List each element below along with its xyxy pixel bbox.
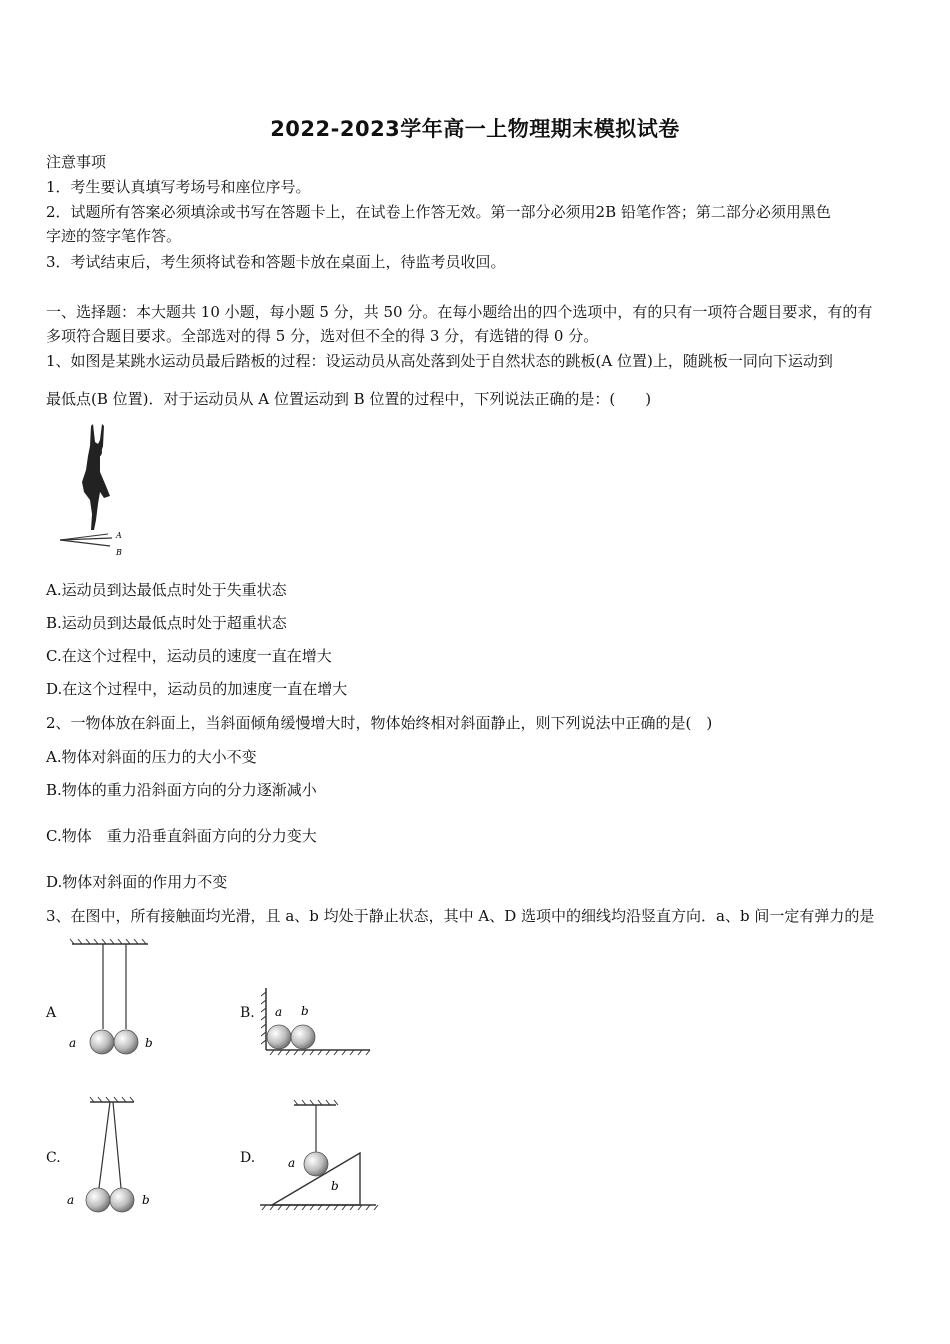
question-2-stem: 2、一物体放在斜面上，当斜面倾角缓慢增大时，物体始终相对斜面静止，则下列说法中正确的是( ) bbox=[46, 714, 713, 732]
q3-option-d-label: D. bbox=[240, 1150, 256, 1166]
notice-heading: 注意事项 bbox=[46, 153, 107, 171]
exam-title: 2022-2023学年高一上物理期末模拟试卷 bbox=[270, 117, 680, 141]
question-3-stem: 3、在图中，所有接触面均光滑，且 a、b 均处于静止状态，其中 A、D 选项中的细线均沿竖直方向．a、b 间一定有弹力的是 bbox=[46, 907, 875, 925]
figure-b-balls-in-corner bbox=[256, 980, 376, 1060]
q2-option-d: D.物体对斜面的作用力不变 bbox=[46, 873, 228, 891]
notice-item: 2．试题所有答案必须填涂或书写在答题卡上，在试卷上作答无效。第一部分必须用2B 铅笔作答；第二部分必须用黑色 bbox=[46, 203, 831, 221]
wedge-b-label: b bbox=[331, 1179, 339, 1193]
ball-b-label: b bbox=[301, 1004, 309, 1018]
figure-d-ball-on-wedge bbox=[256, 1097, 381, 1217]
q2-option-b: B.物体的重力沿斜面方向的分力逐渐减小 bbox=[46, 781, 317, 799]
figure-c-converging-pendulums bbox=[60, 1094, 160, 1219]
q1-option-a: A.运动员到达最低点时处于失重状态 bbox=[46, 581, 287, 599]
section-instructions: 一、选择题：本大题共 10 小题，每小题 5 分，共 50 分。在每小题给出的四个选项中，有的只有一项符合题目要求，有的有 bbox=[46, 303, 873, 321]
figure-a-pendulum-pair bbox=[60, 938, 160, 1058]
question-1-stem: 最低点(B 位置)．对于运动员从 A 位置运动到 B 位置的过程中，下列说法正确的是：( ) bbox=[46, 390, 652, 408]
label-b: B bbox=[116, 548, 122, 557]
q1-option-b: B.运动员到达最低点时处于超重状态 bbox=[46, 614, 287, 632]
ball-b-label: b bbox=[142, 1193, 150, 1207]
ball-a-label: a bbox=[67, 1193, 75, 1207]
ball-a-label: a bbox=[288, 1156, 296, 1170]
q3-option-c-label: C. bbox=[46, 1150, 61, 1166]
ball-a-label: a bbox=[69, 1036, 77, 1050]
notice-item: 1．考生要认真填写考场号和座位序号。 bbox=[46, 178, 311, 196]
ball-b-label: b bbox=[145, 1036, 153, 1050]
q3-option-a-label: A bbox=[46, 1005, 57, 1021]
q1-option-c: C.在这个过程中，运动员的速度一直在增大 bbox=[46, 647, 332, 665]
q1-option-d: D.在这个过程中，运动员的加速度一直在增大 bbox=[46, 680, 348, 698]
diver-figure bbox=[56, 422, 136, 562]
notice-item: 字迹的签字笔作答。 bbox=[46, 227, 182, 245]
q3-option-b-label: B. bbox=[240, 1005, 255, 1021]
label-a: A bbox=[116, 531, 122, 540]
ball-a-label: a bbox=[275, 1005, 283, 1019]
notice-item: 3．考试结束后，考生须将试卷和答题卡放在桌面上，待监考员收回。 bbox=[46, 253, 506, 271]
q2-option-c: C.物体 重力沿垂直斜面方向的分力变大 bbox=[46, 827, 317, 845]
question-1-stem: 1、如图是某跳水运动员最后踏板的过程：设运动员从高处落到处于自然状态的跳板(A 位置)上，随跳板一同向下运动到 bbox=[46, 352, 833, 370]
section-instructions: 多项符合题目要求。全部选对的得 5 分，选对但不全的得 3 分，有选错的得 0 分。 bbox=[46, 327, 599, 345]
q2-option-a: A.物体对斜面的压力的大小不变 bbox=[46, 748, 257, 766]
